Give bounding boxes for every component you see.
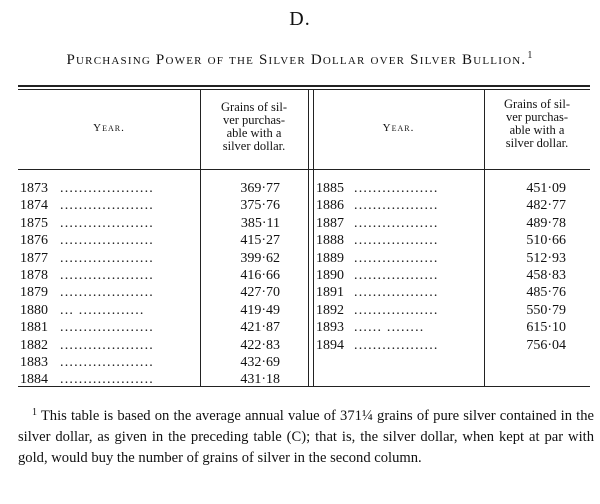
right-grains-header-line: ver purchas-: [505, 110, 569, 124]
table-row: [20, 250, 310, 267]
row-year: 1886: [316, 198, 344, 214]
leader-dots: ..................: [354, 302, 439, 318]
table-row: [316, 319, 596, 336]
leader-dots: ....................: [60, 215, 154, 231]
leader-dots: ....................: [60, 233, 154, 249]
row-value: 485·76: [526, 285, 566, 301]
left-grains-header-line: able with a: [226, 126, 282, 140]
footnote-mark: 1: [32, 407, 37, 418]
table-row: [20, 267, 310, 284]
table-row: [316, 250, 596, 267]
left-grains-header-line: silver dollar.: [222, 139, 286, 153]
table-row: [20, 302, 310, 319]
leader-dots: ..................: [354, 250, 439, 266]
row-value: 427·70: [240, 285, 280, 301]
row-year: 1888: [316, 233, 344, 249]
leader-dots: ....................: [60, 285, 154, 301]
table-row: [316, 284, 596, 301]
title-footnote-mark: 1: [527, 50, 534, 61]
appendix-letter: D.: [289, 8, 311, 30]
leader-dots: ..................: [354, 233, 439, 249]
top-rule-thick: [18, 85, 590, 87]
row-value: 431·18: [240, 372, 280, 388]
right-grains-header-line: able with a: [509, 123, 565, 137]
row-value: 375·76: [240, 198, 280, 214]
row-value: 510·66: [526, 233, 566, 249]
table-title: [0, 50, 600, 69]
leader-dots: ..................: [354, 181, 439, 196]
table-row: [316, 232, 596, 249]
table-row: [20, 337, 310, 354]
row-value: 416·66: [240, 267, 280, 283]
right-table-body: [316, 180, 596, 354]
table-row: [316, 197, 596, 214]
row-year: 1884: [20, 372, 48, 388]
leader-dots: ..................: [354, 337, 439, 353]
row-value: 399·62: [240, 250, 280, 266]
row-value: 432·69: [240, 354, 280, 370]
table-row: [20, 371, 310, 388]
table-row: [316, 267, 596, 284]
table-row: [316, 302, 596, 319]
row-year: 1889: [316, 250, 344, 266]
row-value: 451·09: [526, 181, 566, 196]
row-value: 615·10: [526, 320, 566, 336]
row-value: 369·77: [240, 181, 280, 196]
row-year: 1881: [20, 320, 48, 336]
row-value: 512·93: [526, 250, 566, 266]
table-row: [316, 337, 596, 354]
table-row: [20, 232, 310, 249]
row-year: 1882: [20, 337, 48, 353]
leader-dots: ....................: [60, 320, 154, 336]
leader-dots: ..................: [354, 215, 439, 231]
row-year: 1893: [316, 320, 344, 336]
row-value: 550·79: [526, 302, 566, 318]
row-year: 1880: [20, 302, 48, 318]
leader-dots: ....................: [60, 198, 154, 214]
leader-dots: ...... ........: [354, 320, 425, 336]
row-value: 489·78: [526, 215, 566, 231]
left-year-header: Year.: [93, 122, 125, 134]
row-year: 1890: [316, 267, 344, 283]
row-year: 1883: [20, 354, 48, 370]
leader-dots: ..................: [354, 267, 439, 283]
left-grains-header: [200, 101, 308, 153]
row-year: 1877: [20, 250, 48, 266]
row-value: 421·87: [240, 320, 280, 336]
leader-dots: ... ..............: [60, 302, 145, 318]
top-rule-thin: [18, 89, 590, 90]
table-row: [20, 319, 310, 336]
table-row: [20, 284, 310, 301]
leader-dots: ....................: [60, 267, 154, 283]
left-grains-header-line: ver purchas-: [222, 113, 286, 127]
row-value: 422·83: [240, 337, 280, 353]
leader-dots: ..................: [354, 285, 439, 301]
row-year: 1873: [20, 181, 48, 196]
row-year: 1885: [316, 181, 344, 196]
right-grains-header-line: silver dollar.: [505, 136, 569, 150]
row-year: 1894: [316, 337, 344, 353]
row-year: 1875: [20, 215, 48, 231]
leader-dots: ..................: [354, 198, 439, 214]
row-value: 756·04: [526, 337, 566, 353]
row-year: 1876: [20, 233, 48, 249]
row-year: 1887: [316, 215, 344, 231]
row-value: 419·49: [240, 302, 280, 318]
right-year-header: Year.: [382, 122, 415, 134]
row-value: 458·83: [526, 267, 566, 283]
footnote: [18, 402, 594, 469]
header-rule: [18, 169, 590, 170]
row-value: 385·11: [240, 215, 280, 231]
table-title-text: Purchasing Power of the Silver Dollar over Silver Bullion.: [66, 52, 527, 68]
row-year: 1878: [20, 267, 48, 283]
leader-dots: ....................: [60, 372, 154, 388]
row-year: 1891: [316, 285, 344, 301]
leader-dots: ....................: [60, 354, 154, 370]
row-year: 1879: [20, 285, 48, 301]
row-value: 415·27: [240, 233, 280, 249]
table-row: [316, 180, 596, 197]
table-row: [316, 215, 596, 232]
right-grains-header-line: Grains of sil-: [504, 97, 570, 111]
row-value: 482·77: [526, 198, 566, 214]
left-grains-header-line: Grains of sil-: [221, 100, 287, 114]
row-year: 1892: [316, 302, 344, 318]
leader-dots: ....................: [60, 181, 154, 196]
table-row: [20, 354, 310, 371]
row-year: 1874: [20, 198, 48, 214]
footnote-text: This table is based on the average annual value of 371¼ grains of pure silver contained in the silver dollar, as given in the preceding table (C); that is, the silver dollar, when kept at par with gold, would buy the number of grains of silver in the second column.: [18, 408, 594, 466]
table-row: [20, 197, 310, 214]
right-grains-header: [484, 98, 590, 150]
table-row: [20, 180, 310, 197]
table-row: [20, 215, 310, 232]
left-table-body: [20, 180, 310, 389]
leader-dots: ....................: [60, 337, 154, 353]
leader-dots: ....................: [60, 250, 154, 266]
